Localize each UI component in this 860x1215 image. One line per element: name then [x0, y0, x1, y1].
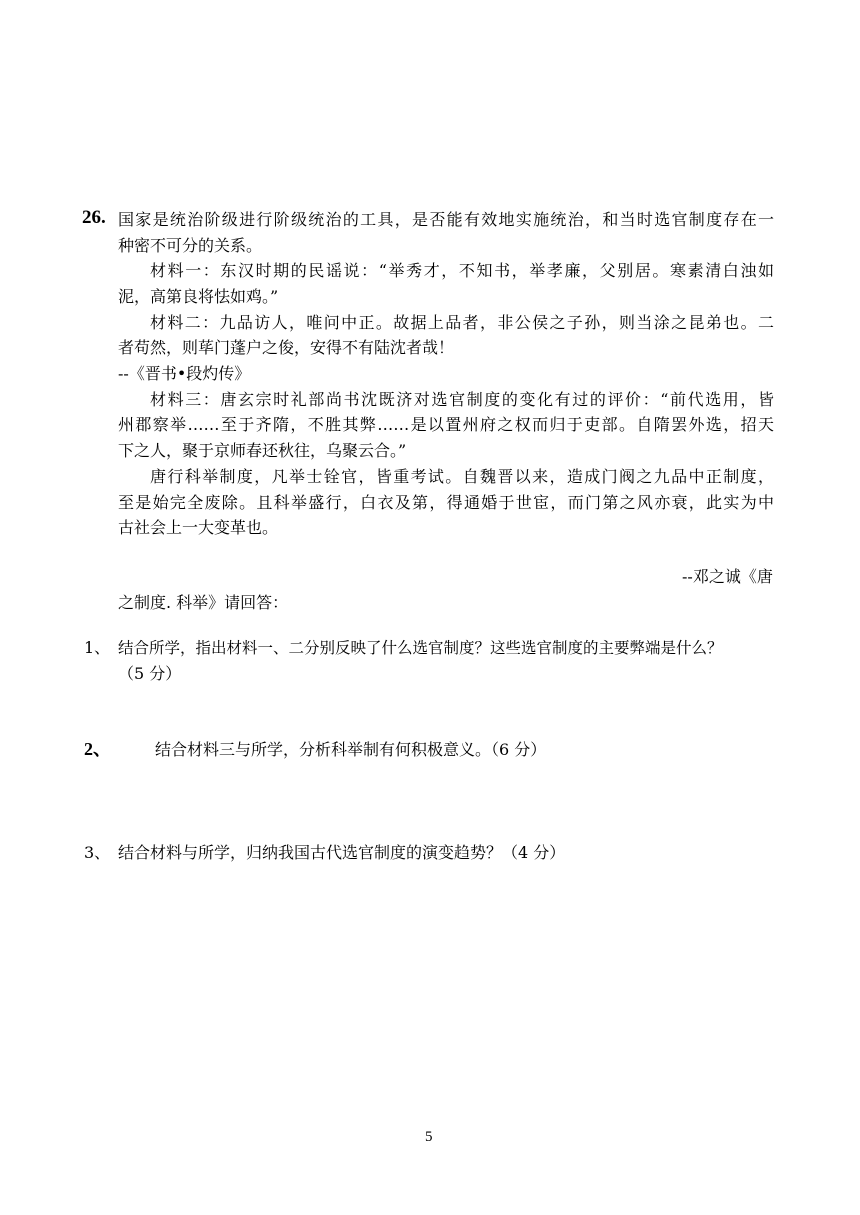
- sub-question-3-number: 3、: [84, 843, 111, 862]
- material1-line-1: 材料一：东汉时期的民谣说：“举秀才，不知书，举孝廉，父别居。寒素清白浊如: [150, 261, 774, 280]
- page-number: 5: [425, 1129, 433, 1145]
- question-number: 26.: [82, 207, 106, 228]
- sub-question-1-number: 1、: [84, 638, 111, 657]
- intro-line-2: 种密不可分的关系。: [118, 236, 263, 255]
- sub-question-1-points: （5 分）: [118, 664, 182, 683]
- material2-line-1: 材料二：九品访人，唯问中正。故据上品者，非公侯之子孙，则当涂之昆弟也。二: [150, 313, 774, 332]
- material1-line-2: 泥，高第良将怯如鸡。”: [118, 287, 279, 306]
- material4-source-line-2: 之制度. 科举》请回答：: [118, 593, 289, 612]
- material4-line-3: 古社会上一大变革也。: [118, 518, 279, 537]
- material3-line-3: 下之人，聚于京师春还秋往，乌聚云合。”: [118, 441, 407, 460]
- material2-line-2: 者苟然，则荜门蓬户之俊，安得不有陆沈者哉！: [118, 338, 455, 357]
- sub-question-2-number: 2、: [84, 739, 111, 759]
- sub-question-3-text: 结合材料与所学，归纳我国古代选官制度的演变趋势？（4 分）: [118, 843, 566, 862]
- material4-source-line-1: --邓之诚《唐: [682, 567, 773, 586]
- material3-line-2: 州郡察举……至于齐隋，不胜其弊……是以置州府之权而归于吏部。自隋罢外选，招天: [118, 415, 774, 434]
- material4-line-2: 至是始完全废除。且科举盛行，白衣及第，得通婚于世宦，而门第之风亦衰，此实为中: [118, 493, 774, 512]
- material2-source: --《晋书•段灼传》: [118, 364, 251, 383]
- material3-line-1: 材料三：唐玄宗时礼部尚书沈既济对选官制度的变化有过的评价：“前代选用，皆: [150, 390, 774, 409]
- intro-line-1: 国家是统治阶级进行阶级统治的工具，是否能有效地实施统治，和当时选官制度存在一: [118, 210, 774, 229]
- material4-line-1: 唐行科举制度，凡举士铨官，皆重考试。自魏晋以来，造成门阀之九品中正制度，: [150, 467, 774, 486]
- sub-question-1-text: 结合所学，指出材料一、二分别反映了什么选官制度？这些选官制度的主要弊端是什么？: [118, 639, 723, 657]
- sub-question-2-text: 结合材料三与所学，分析科举制有何积极意义。（6 分）: [155, 740, 547, 759]
